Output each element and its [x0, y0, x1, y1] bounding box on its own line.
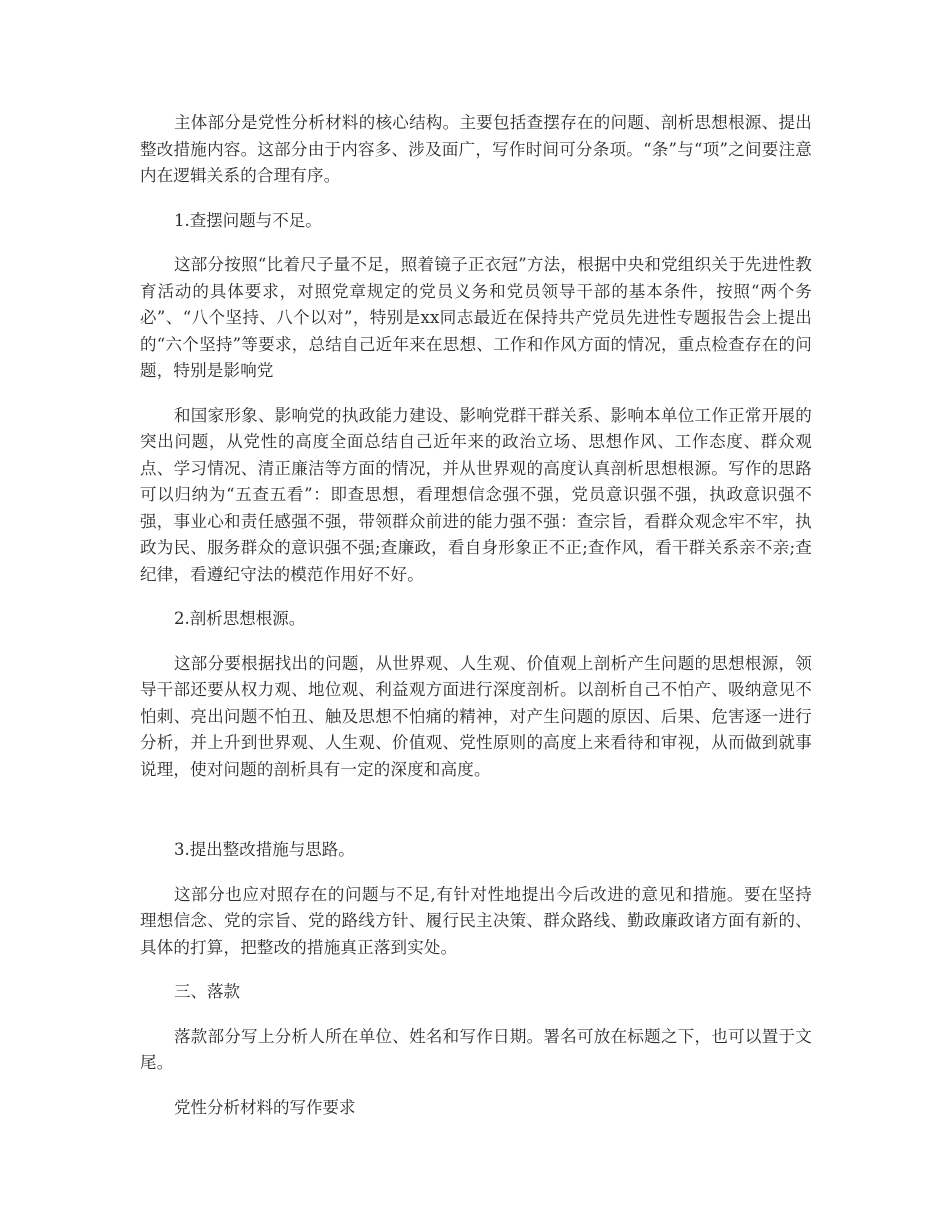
paragraph-signature: 落款部分写上分析人所在单位、姓名和写作日期。署名可放在标题之下，也可以置于文尾。	[140, 1026, 812, 1072]
paragraph-root-analysis: 这部分要根据找出的问题，从世界观、人生观、价值观上剖析产生问题的思想根源，领导干部还要从权力观、地位观、利益观方面进行深度剖析。以剖析自己不怕产、吸纳意见不怕刺、亮出问题不怕丑、触及思想不怕痛的精神，对产生问题的原因、后果、危害逐一进行分析，并上升到世界观、人生观、价值观、党性原则的高度上来看待和审视，从而做到就事说理，使对问题的剖析具有一定的深度和高度。	[140, 653, 812, 779]
paragraph-measures: 这部分也应对照存在的问题与不足,有针对性地提出今后改进的意见和措施。要在坚持理想信念、党的宗旨、党的路线方针、履行民主决策、群众路线、勤政廉政诸方面有新的、具体的打算，把整改的措施真正落到实处。	[140, 884, 812, 957]
section-heading-requirements: 党性分析材料的写作要求	[174, 1097, 356, 1117]
document-page	[140, 110, 812, 1139]
paragraph-problems-part2: 和国家形象、影响党的执政能力建设、影响党群干群关系、影响本单位工作正常开展的突出问题，从党性的高度全面总结自己近年来的政治立场、思想作风、工作态度、群众观点、学习情况、清正廉洁等方面的情况，并从世界观的高度认真剖析思想根源。写作的思路可以归纳为“五查五看”：即查思想，看理想信念强不强，党员意识强不强，执政意识强不强，事业心和责任感强不强，带领群众前进的能力强不强：查宗旨，看群众观念牢不牢，执政为民、服务群众的意识强不强;查廉政，看自身形象正不正;查作风，看干群关系亲不亲;查纪律，看遵纪守法的模范作用好不好。	[140, 405, 812, 584]
paragraph-problems-part1: 这部分按照“比着尺子量不足，照着镜子正衣冠”方法，根据中央和党组织关于先进性教育活动的具体要求，对照党章规定的党员义务和党员领导干部的基本条件，按照“两个务必”、“八个坚持、八个以对”，特别是xx同志最近在保持共产党员先进性专题报告会上提出的“六个坚持”等要求，总结自己近年来在思想、工作和作风方面的情况，重点检查存在的问题，特别是影响党	[140, 255, 812, 380]
section-heading-3: 3.提出整改措施与思路。	[174, 840, 355, 859]
intro-paragraph: 主体部分是党性分析材料的核心结构。主要包括查摆存在的问题、剖析思想根源、提出整改措施内容。这部分由于内容多、涉及面广，写作时间可分条项。“条”与“项”之间要注意内在逻辑关系的合理有序。	[140, 113, 812, 185]
section-heading-signature: 三、落款	[174, 982, 240, 1001]
section-heading-2: 2.剖析思想根源。	[174, 609, 306, 628]
section-heading-1: 1.查摆问题与不足。	[174, 210, 322, 230]
